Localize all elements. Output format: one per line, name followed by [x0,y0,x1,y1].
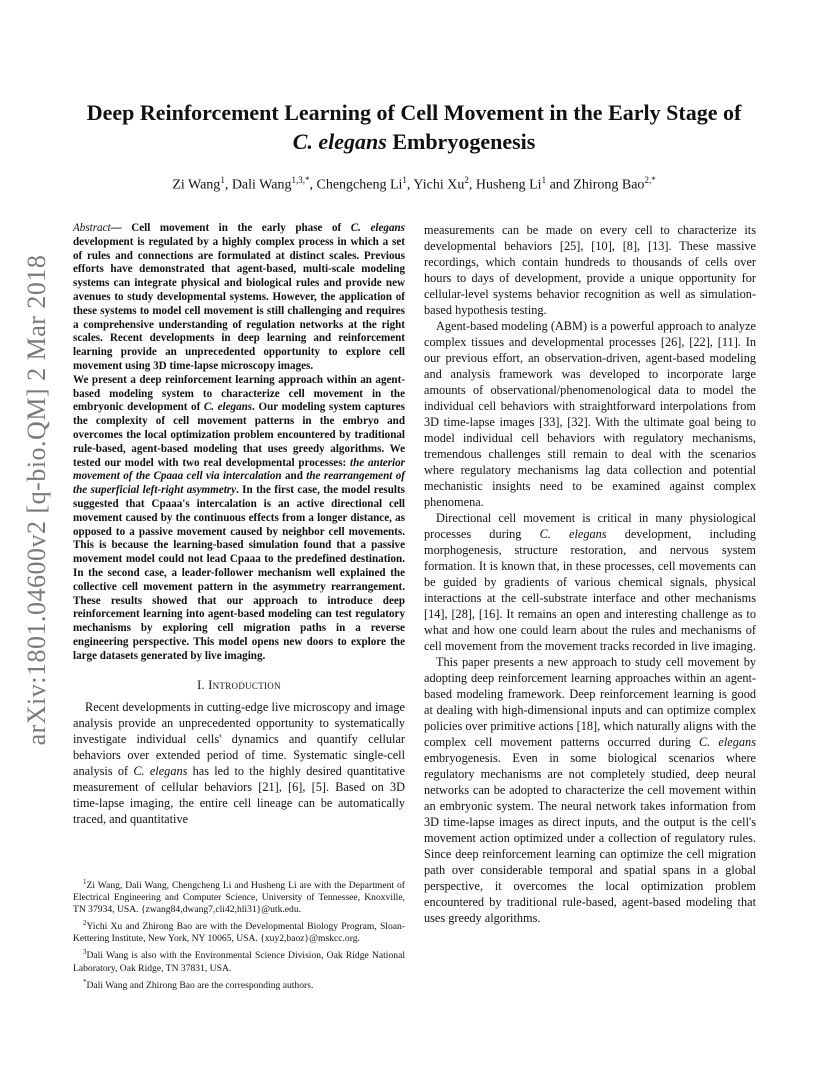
author: Dali Wang [231,177,292,193]
abstract [73,222,405,664]
author: Zhirong Bao [573,177,645,193]
title-line-2: Embryogenesis [386,129,536,154]
abstract-label: Abstract [73,222,111,234]
paper-title [40,98,788,156]
author: Chengcheng Li [316,177,403,193]
author: Zi Wang [172,177,221,193]
footnotes [73,876,405,993]
author-list: Zi Wang$^1$, Dali Wang$^{1,3,*}$, Chengcheng Li$^1$, Yichi Xu$^2$, Husheng Li$^1$ and Zhirong Bao$^{2,*}$ [172,175,656,193]
left-column [73,222,405,827]
footnote: $^3$Dali Wang is also with the Environmental Science Division, Oak Ridge National Laboratory, Oak Ridge, TN 37831, USA. [73,948,405,974]
footnote: *Dali Wang and Zhirong Bao are the corresponding authors. [83,977,314,991]
section-heading-introduction: I. Introduction [197,677,281,692]
arxiv-identifier-text: arXiv:1801.04600v2 [q-bio.QM] 2 Mar 2018 [22,254,51,746]
intro-paragraph-directional: Directional cell movement is critical in many physiological processes during C. elegans development, including morphogenesis, structure restoration, and nervous system formation. It is known that, in these processes, cell movements can be guided by gradients of various chemical signals, physical interactions at the cell-substrate interface and other mechanisms [14], [28], [16]. It remains an open and interesting challenge as to what and how one could learn about the rules and mechanisms of cell movement from the movement tracks recorded in live imaging. [424,511,756,653]
footnote: $^1$Zi Wang, Dali Wang, Chengcheng Li and Husheng Li are with the Department of Electrical Engineering and Computer Science, University of Tennessee, Knoxville, TN 37934, USA. {zwang84,dwang7,cli42,hli31}@utk.edu. [73,878,405,916]
arxiv-identifier-stamp [22,240,52,760]
abstract-paragraph-2: We present a deep reinforcement learning approach within an agent-based modeling system to characterize cell movement in the embryonic development of C. elegans. Our modeling system captures the complexity of cell movement patterns in the embryo and overcomes the local optimization problem encountered by traditional rule-based, agent-based modeling that uses greedy algorithms. We tested our model with two real developmental processes: the anterior movement of the Cpaaa cell via intercalation and the rearrangement of the superficial left-right asymmetry. In the first case, the model results suggested that Cpaaa's intercalation is an active directional cell movement caused by the continuous effects from a longer distance, as opposed to a passive movement caused by neighbor cell movements. This is because the learning-based simulation found that a passive movement model could not lead Cpaaa to the predefined destination. In the second case, a leader-follower mechanism well explained the collective cell movement pattern in the asymmetry rearrangement. These results showed that our approach to introduce deep reinforcement learning into agent-based modeling can test regulatory mechanisms by exploring cell migration paths in a reverse engineering perspective. This model opens new doors to explore the large datasets generated by live imaging. [73,373,405,662]
intro-paragraph-abm: Agent-based modeling (ABM) is a powerful approach to analyze complex tissues and developmental processes [26], [22], [11]. In our previous effort, an observation-driven, agent-based modeling and analysis framework was developed to incorporate large amounts of observational/phenomenological data to model the individual cell behaviors with straightforward interpolations from 3D time-lapse images [33], [32]. With the ultimate goal being to model individual cell behaviors with regulatory mechanisms, tremendous challenges still remain to deal with the scenarios where regulatory mechanisms lag data collection and potential mechanistic insights need to be examined against complex phenomena. [424,319,756,509]
title-species: C. elegans [292,129,387,154]
author: Yichi Xu [413,177,465,193]
author: Husheng Li [475,177,542,193]
title-line-1: Deep Reinforcement Learning of Cell Movement in the Early Stage of [86,100,742,125]
abstract-paragraph-1: Abstract— Cell movement in the early phase of C. elegans development is regulated by a highly complex process in which a set of rules and connections are formulated at distinct scales. Previous efforts have demonstrated that agent-based, multi-scale modeling systems can integrate physical and biological rules and provide new avenues to study developmental systems. However, the application of these systems to model cell movement is still challenging and requires a comprehensive understanding of regulation networks at the right scales. Recent developments in deep learning and reinforcement learning provide an unprecedented opportunity to explore cell movement using 3D time-lapse microscopy images. [73,222,405,372]
right-column [424,222,756,926]
intro-paragraph-1: Recent developments in cutting-edge live microscopy and image analysis provide an unprecedented opportunity to systematically investigate individual cells' dynamics and quantify cellular behaviors over extended period of time. Systematic single-cell analysis of C. elegans has led to the highly desired quantitative measurement of cellular behaviors [21], [6], [5]. Based on 3D time-lapse imaging, the entire cell lineage can be automatically traced, and quantitative [73,699,405,826]
footnote: $^2$Yichi Xu and Zhirong Bao are with the Developmental Biology Program, Sloan-Kettering Institute, New York, NY 10065, USA. {xuy2,baoz}@mskcc.org. [73,919,405,945]
intro-paragraph-continued: measurements can be made on every cell to characterize its developmental behaviors [25], [10], [8], [13]. These massive recordings, which contain hundreds to thousands of cells over hours to days of development, provide a unique opportunity for cellular-level systems behavior recognition as well as simulation-based hypothesis testing. [424,223,756,317]
intro-paragraph-approach: This paper presents a new approach to study cell movement by adopting deep reinforcement learning approaches within an agent-based modeling framework. Deep reinforcement learning is good at dealing with high-dimensional inputs and can optimize complex policies over primitive actions [18], which naturally aligns with the complex cell movement patterns occurred during C. elegans embryogenesis. Even in some biological scenarios where regulatory mechanisms are not completely studied, deep neural networks can be adopted to characterize the cell movement within an embryonic system. The neural network takes information from 3D time-lapse images as direct inputs, and the output is the cell's movement action optimized under a collection of regulatory rules. Since deep reinforcement learning can optimize the cell migration path over considerable temporal and spatial spans in a global perspective, it overcomes the local optimization problem encountered by traditional rule-based, agent-based modeling that uses greedy algorithms. [424,655,756,925]
